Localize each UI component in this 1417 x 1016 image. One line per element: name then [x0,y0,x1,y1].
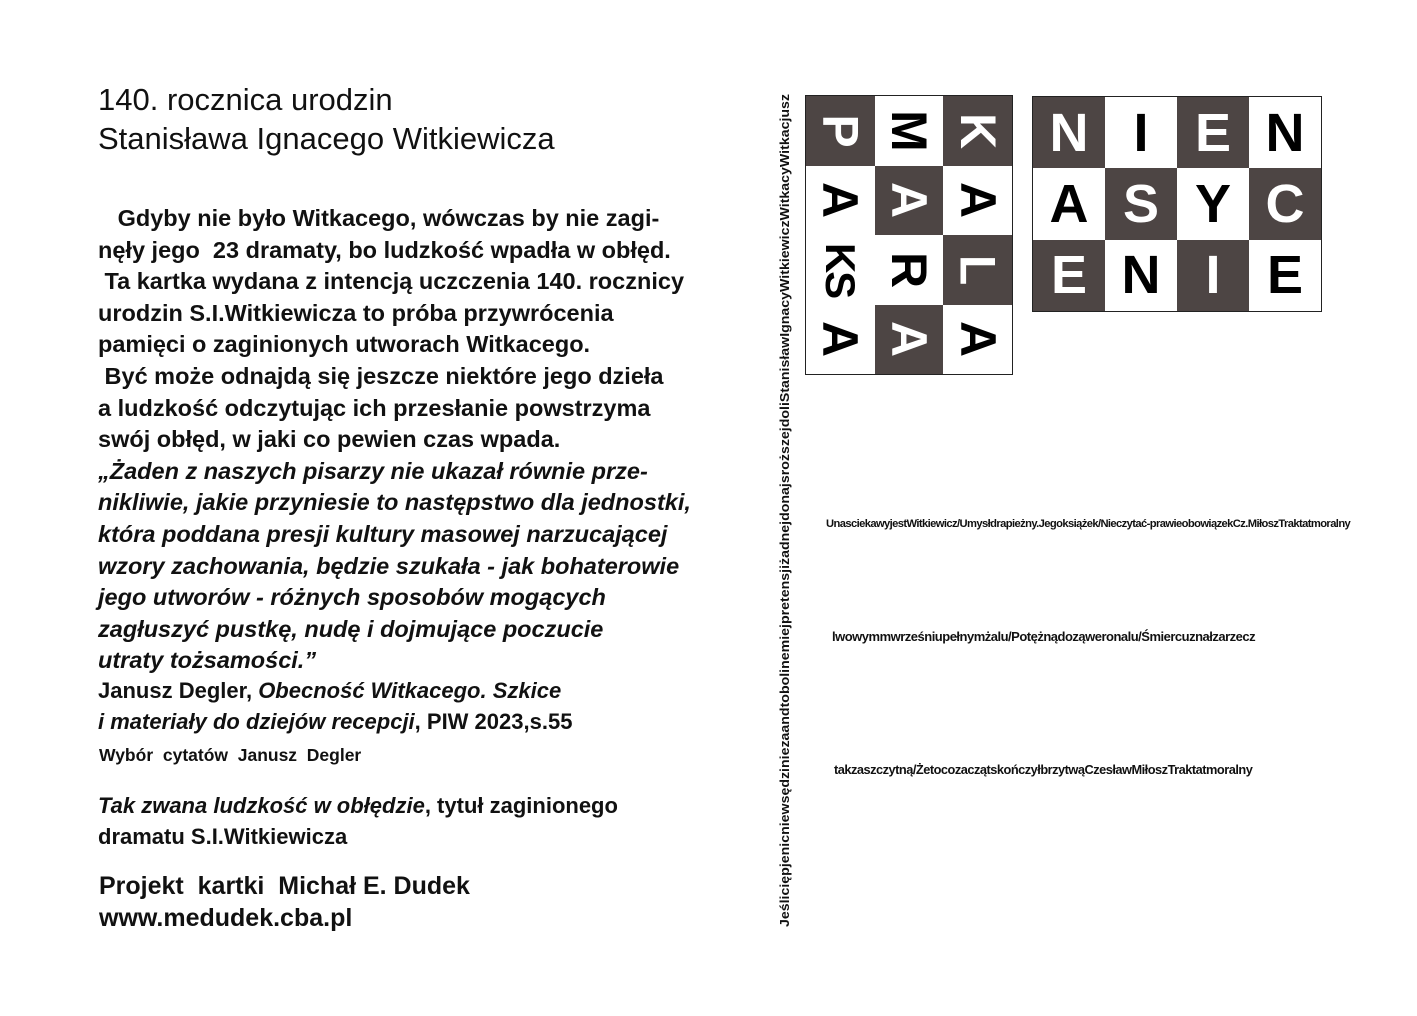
quote-line: utraty tożsamości.” [98,647,317,674]
grid-cell [943,305,1012,375]
milosz-quote-line: lwowymmwrześniupełnymżalu/Potężnądoząweronalu/Śmiercuznałzarzecz [832,629,1256,644]
grid-cell [943,166,1012,236]
grid-cell [875,96,944,166]
grid-letter: A [880,182,937,219]
project-credit: Projekt kartki Michał E. Dudek [99,872,470,900]
grid-cell [806,235,875,305]
card-credits [99,870,470,934]
vertical-text-strip [769,92,799,927]
grid-letter: R [880,251,937,288]
body-line: urodzin S.I.Witkiewicza to próba przywrócenia [98,299,614,326]
quote-line: zagłuszyć pustkę, nudę i dojmujące poczucie [98,615,604,642]
lost-drama-line2: dramatu S.I.Witkiewicza [98,824,348,849]
source-book-title-cont: i materiały do dziejów recepcji [98,709,415,734]
title-line-2: Stanisława Ignacego Witkiewicza [98,121,555,156]
grid-cell: N [1033,97,1105,168]
letter-grid-nienasycenie [1032,96,1322,312]
grid-letter: A [812,321,869,358]
grid-cell [875,166,944,236]
grid-cell: A [1033,168,1105,239]
grid-cell: C [1249,168,1321,239]
grid-letter: L [949,254,1006,286]
grid-cell [875,235,944,305]
body-text [98,203,768,677]
grid-cell: E [1177,97,1249,168]
grid-letter: A [949,182,1006,219]
body-line: swój obłęd, w jaki co pewien czas wpada. [98,426,561,453]
milosz-quote-line: takzaszczytną/ŻetocozaczątskończyłbrzytwąCzesławMiłoszTraktatmoralny [834,762,1253,777]
quote-line: „Żaden z naszych pisarzy nie ukazał równie prze- [98,457,648,484]
quote-source [98,675,758,737]
grid-cell: I [1105,97,1177,168]
grid-cell [875,305,944,375]
grid-letter: A [880,321,937,358]
body-line: Ta kartka wydana z intencją uczczenia 140. rocznicy [98,268,685,295]
card-title [98,80,738,158]
grid-letter: KS [817,242,865,297]
grid-letter: A [949,321,1006,358]
vertical-text: JeśliciępjenicniewsędziniezaandtobolinemiejpretensjiżadnejdonajsroższejdoliStanisławIgnacyWitkiewiczWitkacyWitkacjusz [777,162,792,927]
grid-cell [943,235,1012,305]
grid-cell: E [1033,240,1105,311]
title-line-1: 140. rocznica urodzin [98,82,393,117]
grid-cell: E [1249,240,1321,311]
body-line: pamięci o zaginionych utworach Witkacego. [98,331,591,358]
lost-drama-title: Tak zwana ludzkość w obłędzie [98,793,425,818]
grid-cell: I [1177,240,1249,311]
source-publisher: , PIW 2023,s.55 [414,709,573,734]
letter-grid-kalamarapaksa [805,95,1013,375]
grid-cell: N [1105,240,1177,311]
selection-credit: Wybór cytatów Janusz Degler [99,745,362,765]
grid-letter: A [812,182,869,219]
grid-cell: S [1105,168,1177,239]
grid-cell [943,96,1012,166]
body-line: Być może odnajdą się jeszcze niektóre jego dzieła [98,362,664,389]
milosz-quote-line: UnasciekawyjestWitkiewicz/Umysłdrapieżny.Jegoksiążek/Nieczytać-prawieobowiązekCz.MiłoszTraktatmoralny [826,518,1351,530]
quote-line: jego utworów - różnych sposobów mogących [98,584,606,611]
body-line: a ludzkość odczytując ich przesłanie powstrzyma [98,394,651,421]
grid-letter: M [880,109,937,152]
quote-line: nikliwie, jakie przyniesie to następstwo dla jednostki, [98,489,691,516]
grid-cell: Y [1177,168,1249,239]
grid-cell: N [1249,97,1321,168]
source-book-title: Obecność Witkacego. Szkice [258,678,562,703]
source-author: Janusz Degler, [98,678,259,703]
vertical-text-svg [769,92,799,927]
quote-line: która poddana presji kultury masowej narzucającej [98,520,668,547]
project-url: www.medudek.cba.pl [99,904,353,932]
lost-drama-note [98,790,758,852]
grid-letter: P [812,114,869,148]
body-line: Gdyby nie było Witkacego, wówczas by nie zagi- [98,205,660,231]
lost-drama-rest: , tytuł zaginionego [424,793,618,818]
grid-cell [806,305,875,375]
grid-letter: K [949,112,1006,149]
grid-cell [806,166,875,236]
body-line: nęły jego 23 dramaty, bo ludzkość wpadła w obłęd. [98,236,671,263]
grid-cell [806,96,875,166]
quote-line: wzory zachowania, będzie szukała - jak bohaterowie [98,552,680,579]
